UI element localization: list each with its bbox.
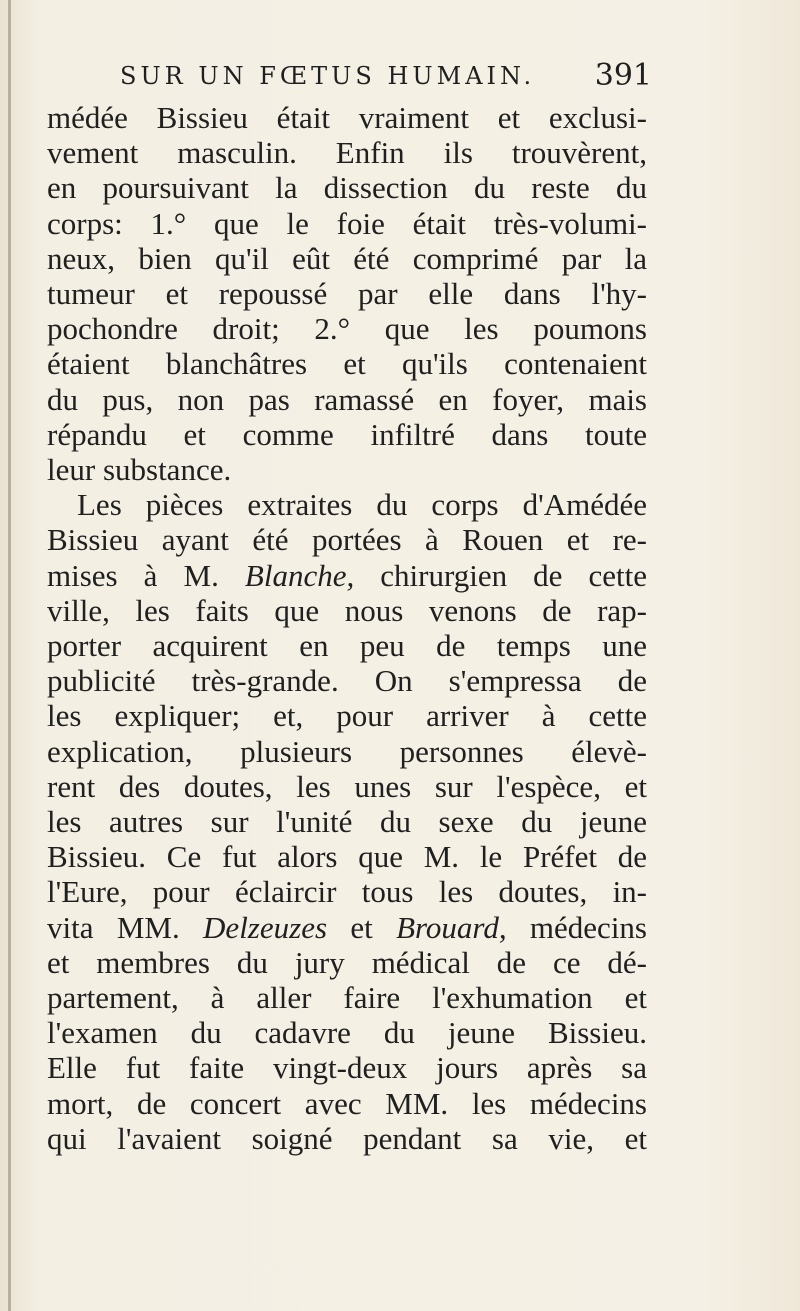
text-line: en poursuivant la dissection du reste du <box>47 170 647 206</box>
text-line <box>47 558 647 593</box>
text-line: vement masculin. Enfin ils trouvèrent, <box>47 135 647 171</box>
text-line: explication, plusieurs personnes élevè- <box>47 733 647 769</box>
binding-gutter <box>8 0 11 1311</box>
text-segment: chirurgien de cette <box>354 557 648 593</box>
text-line: partement, à aller faire l'exhumation et <box>47 980 647 1016</box>
person-name-italic: Delzeuzes <box>203 909 328 945</box>
text-line: tumeur et repoussé par elle dans l'hy- <box>47 276 647 312</box>
text-line: corps: 1.° que le foie était très-volumi- <box>47 205 647 241</box>
text-line: étaient blanchâtres et qu'ils contenaient <box>47 346 647 382</box>
text-line: médée Bissieu était vraiment et exclusi- <box>47 100 647 135</box>
text-line: Bissieu ayant été portées à Rouen et re- <box>47 522 647 558</box>
text-line: répandu et comme infiltré dans toute <box>47 416 647 452</box>
text-segment: et <box>327 909 397 945</box>
text-line: les expliquer; et, pour arriver à cette <box>47 698 647 734</box>
person-name-italic: Brouard, <box>396 909 507 945</box>
text-line: mort, de concert avec MM. les médecins <box>47 1085 647 1121</box>
text-line: et membres du jury médical de ce dé- <box>47 944 647 980</box>
text-segment: mises à M. <box>47 557 245 593</box>
text-line: pochondre droit; 2.° que les poumons <box>47 311 647 347</box>
running-title: SUR UN FŒTUS HUMAIN. <box>120 62 536 90</box>
text-segment: médecins <box>506 909 647 945</box>
text-line: l'Eure, pour éclaircir tous les doutes, in- <box>47 874 647 910</box>
text-line: rent des doutes, les unes sur l'espèce, et <box>47 768 647 804</box>
text-line: leur substance. <box>47 452 232 488</box>
text-line <box>47 910 647 945</box>
text-line: ville, les faits que nous venons de rap- <box>47 592 647 628</box>
text-line: neux, bien qu'il eût été comprimé par la <box>47 240 647 276</box>
person-name-italic: Blanche, <box>244 557 355 593</box>
page-number: 391 <box>594 58 652 93</box>
text-line: qui l'avaient soigné pendant sa vie, et <box>47 1120 647 1156</box>
body-text <box>47 100 647 1156</box>
text-line: porter acquirent en peu de temps une <box>47 628 647 664</box>
text-line: l'examen du cadavre du jeune Bissieu. <box>47 1015 647 1051</box>
running-head <box>120 58 660 98</box>
text-line: du pus, non pas ramassé en foyer, mais <box>47 381 647 417</box>
text-line: Bissieu. Ce fut alors que M. le Préfet de <box>47 839 647 875</box>
text-line: les autres sur l'unité du sexe du jeune <box>47 804 647 840</box>
text-line: Les pièces extraites du corps d'Amédée <box>77 487 647 523</box>
text-line: Elle fut faite vingt-deux jours après sa <box>47 1050 647 1086</box>
text-line: publicité très-grande. On s'empressa de <box>47 663 647 699</box>
text-segment: vita MM. <box>47 909 204 945</box>
